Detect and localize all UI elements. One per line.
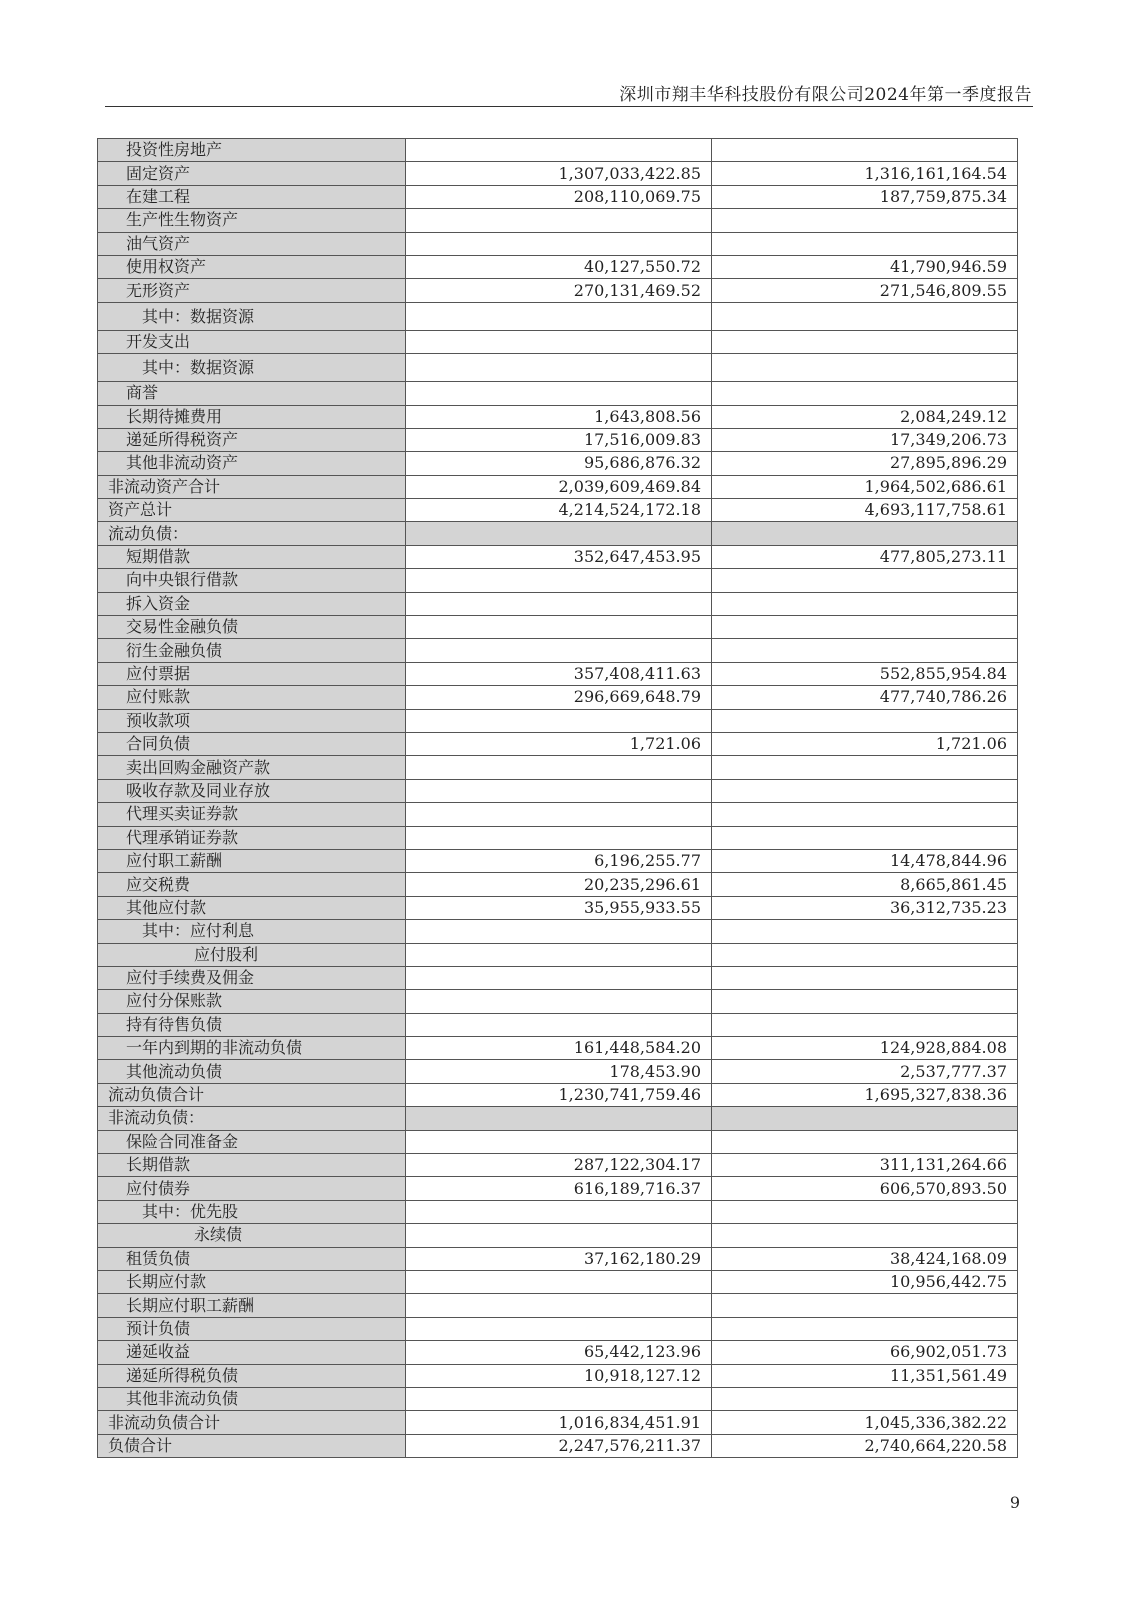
prior-period-value [712, 1200, 1018, 1223]
current-period-value [406, 1387, 712, 1410]
prior-period-value [712, 209, 1018, 232]
table-row [98, 330, 1018, 353]
current-period-value: 95,686,876.32 [406, 452, 712, 475]
current-period-value: 17,516,009.83 [406, 428, 712, 451]
prior-period-value [712, 354, 1018, 382]
prior-period-value [712, 826, 1018, 849]
row-label: 应交税费 [98, 873, 406, 896]
row-label: 递延收益 [98, 1341, 406, 1364]
table-row [98, 1107, 1018, 1130]
table-row [98, 709, 1018, 732]
current-period-value [406, 522, 712, 545]
table-row [98, 255, 1018, 278]
current-period-value [406, 943, 712, 966]
row-label: 其中：数据资源 [98, 354, 406, 382]
current-period-value [406, 1294, 712, 1317]
table-row [98, 943, 1018, 966]
row-label: 应付股利 [98, 943, 406, 966]
table-row [98, 1364, 1018, 1387]
table-row [98, 896, 1018, 919]
prior-period-value [712, 779, 1018, 802]
table-row [98, 639, 1018, 662]
table-row [98, 1341, 1018, 1364]
current-period-value [406, 803, 712, 826]
prior-period-value [712, 522, 1018, 545]
current-period-value: 1,016,834,451.91 [406, 1411, 712, 1434]
row-label: 负债合计 [98, 1434, 406, 1457]
prior-period-value: 2,537,777.37 [712, 1060, 1018, 1083]
row-label: 非流动资产合计 [98, 475, 406, 498]
current-period-value [406, 1200, 712, 1223]
table-row [98, 616, 1018, 639]
row-label: 在建工程 [98, 185, 406, 208]
table-row [98, 279, 1018, 302]
row-label: 合同负债 [98, 732, 406, 755]
current-period-value [406, 139, 712, 162]
row-label: 开发支出 [98, 330, 406, 353]
prior-period-value [712, 1387, 1018, 1410]
prior-period-value [712, 616, 1018, 639]
row-label: 交易性金融负债 [98, 616, 406, 639]
table-row [98, 732, 1018, 755]
row-label: 短期借款 [98, 545, 406, 568]
current-period-value: 2,247,576,211.37 [406, 1434, 712, 1457]
table-row [98, 803, 1018, 826]
row-label: 长期应付款 [98, 1270, 406, 1293]
row-label: 商誉 [98, 382, 406, 405]
current-period-value [406, 616, 712, 639]
current-period-value: 287,122,304.17 [406, 1154, 712, 1177]
prior-period-value: 1,721.06 [712, 732, 1018, 755]
prior-period-value: 1,316,161,164.54 [712, 162, 1018, 185]
table-row [98, 966, 1018, 989]
table-row [98, 1247, 1018, 1270]
row-label: 流动负债： [98, 522, 406, 545]
current-period-value: 10,918,127.12 [406, 1364, 712, 1387]
table-row [98, 1224, 1018, 1247]
current-period-value [406, 569, 712, 592]
row-label: 应付账款 [98, 686, 406, 709]
table-row [98, 920, 1018, 943]
table-row [98, 592, 1018, 615]
table-row [98, 1130, 1018, 1153]
current-period-value [406, 826, 712, 849]
table-row [98, 826, 1018, 849]
current-period-value: 1,307,033,422.85 [406, 162, 712, 185]
table-row [98, 1200, 1018, 1223]
prior-period-value: 271,546,809.55 [712, 279, 1018, 302]
table-row [98, 1154, 1018, 1177]
row-label: 长期借款 [98, 1154, 406, 1177]
row-label: 拆入资金 [98, 592, 406, 615]
current-period-value: 6,196,255.77 [406, 849, 712, 872]
current-period-value [406, 330, 712, 353]
row-label: 固定资产 [98, 162, 406, 185]
prior-period-value: 311,131,264.66 [712, 1154, 1018, 1177]
current-period-value [406, 354, 712, 382]
row-label: 递延所得税资产 [98, 428, 406, 451]
table-row [98, 475, 1018, 498]
current-period-value [406, 592, 712, 615]
prior-period-value: 1,045,336,382.22 [712, 1411, 1018, 1434]
row-label: 无形资产 [98, 279, 406, 302]
prior-period-value: 8,665,861.45 [712, 873, 1018, 896]
current-period-value [406, 756, 712, 779]
prior-period-value: 17,349,206.73 [712, 428, 1018, 451]
row-label: 长期应付职工薪酬 [98, 1294, 406, 1317]
prior-period-value [712, 803, 1018, 826]
prior-period-value: 124,928,884.08 [712, 1037, 1018, 1060]
current-period-value: 357,408,411.63 [406, 662, 712, 685]
current-period-value [406, 232, 712, 255]
prior-period-value [712, 1224, 1018, 1247]
row-label: 应付债券 [98, 1177, 406, 1200]
table-row [98, 779, 1018, 802]
current-period-value: 208,110,069.75 [406, 185, 712, 208]
prior-period-value: 38,424,168.09 [712, 1247, 1018, 1270]
table-row [98, 873, 1018, 896]
row-label: 卖出回购金融资产款 [98, 756, 406, 779]
prior-period-value: 10,956,442.75 [712, 1270, 1018, 1293]
table-row [98, 1387, 1018, 1410]
row-label: 永续债 [98, 1224, 406, 1247]
row-label: 流动负债合计 [98, 1083, 406, 1106]
prior-period-value [712, 1317, 1018, 1340]
table-row [98, 428, 1018, 451]
current-period-value: 296,669,648.79 [406, 686, 712, 709]
row-label: 递延所得税负债 [98, 1364, 406, 1387]
row-label: 预计负债 [98, 1317, 406, 1340]
row-label: 吸收存款及同业存放 [98, 779, 406, 802]
table-row [98, 499, 1018, 522]
table-row [98, 452, 1018, 475]
row-label: 持有待售负债 [98, 1013, 406, 1036]
table-row [98, 662, 1018, 685]
current-period-value [406, 209, 712, 232]
current-period-value [406, 920, 712, 943]
current-period-value [406, 1317, 712, 1340]
prior-period-value [712, 1013, 1018, 1036]
row-label: 其中：优先股 [98, 1200, 406, 1223]
prior-period-value: 2,084,249.12 [712, 405, 1018, 428]
current-period-value [406, 990, 712, 1013]
table-row [98, 1037, 1018, 1060]
table-row [98, 1013, 1018, 1036]
current-period-value [406, 302, 712, 330]
current-period-value: 20,235,296.61 [406, 873, 712, 896]
prior-period-value [712, 1294, 1018, 1317]
prior-period-value [712, 709, 1018, 732]
row-label: 其他应付款 [98, 896, 406, 919]
row-label: 租赁负债 [98, 1247, 406, 1270]
prior-period-value [712, 639, 1018, 662]
row-label: 应付职工薪酬 [98, 849, 406, 872]
table-row [98, 302, 1018, 330]
row-label: 资产总计 [98, 499, 406, 522]
prior-period-value: 41,790,946.59 [712, 255, 1018, 278]
prior-period-value: 4,693,117,758.61 [712, 499, 1018, 522]
table-row [98, 139, 1018, 162]
current-period-value [406, 1270, 712, 1293]
table-row [98, 162, 1018, 185]
prior-period-value [712, 966, 1018, 989]
table-row [98, 569, 1018, 592]
current-period-value: 352,647,453.95 [406, 545, 712, 568]
table-row [98, 232, 1018, 255]
prior-period-value [712, 920, 1018, 943]
prior-period-value [712, 1130, 1018, 1153]
row-label: 应付分保账款 [98, 990, 406, 1013]
row-label: 其中：数据资源 [98, 302, 406, 330]
prior-period-value [712, 943, 1018, 966]
row-label: 一年内到期的非流动负债 [98, 1037, 406, 1060]
page-number: 9 [1009, 1493, 1020, 1512]
table-row [98, 185, 1018, 208]
current-period-value: 161,448,584.20 [406, 1037, 712, 1060]
prior-period-value: 1,695,327,838.36 [712, 1083, 1018, 1106]
row-label: 预收款项 [98, 709, 406, 732]
prior-period-value: 36,312,735.23 [712, 896, 1018, 919]
prior-period-value: 66,902,051.73 [712, 1341, 1018, 1364]
row-label: 代理买卖证券款 [98, 803, 406, 826]
current-period-value: 1,721.06 [406, 732, 712, 755]
row-label: 生产性生物资产 [98, 209, 406, 232]
prior-period-value [712, 592, 1018, 615]
table-row [98, 545, 1018, 568]
current-period-value: 616,189,716.37 [406, 1177, 712, 1200]
row-label: 保险合同准备金 [98, 1130, 406, 1153]
row-label: 其他流动负债 [98, 1060, 406, 1083]
current-period-value [406, 1013, 712, 1036]
row-label: 油气资产 [98, 232, 406, 255]
prior-period-value [712, 330, 1018, 353]
current-period-value [406, 709, 712, 732]
current-period-value: 1,230,741,759.46 [406, 1083, 712, 1106]
table-row [98, 1177, 1018, 1200]
row-label: 长期待摊费用 [98, 405, 406, 428]
prior-period-value [712, 1107, 1018, 1130]
report-header-title: 深圳市翔丰华科技股份有限公司2024年第一季度报告 [619, 85, 1032, 105]
current-period-value [406, 1224, 712, 1247]
row-label: 代理承销证券款 [98, 826, 406, 849]
current-period-value [406, 966, 712, 989]
current-period-value: 4,214,524,172.18 [406, 499, 712, 522]
row-label: 其他非流动负债 [98, 1387, 406, 1410]
table-row [98, 849, 1018, 872]
row-label: 其他非流动资产 [98, 452, 406, 475]
table-row [98, 522, 1018, 545]
table-row [98, 1434, 1018, 1457]
prior-period-value: 477,805,273.11 [712, 545, 1018, 568]
current-period-value [406, 639, 712, 662]
current-period-value: 270,131,469.52 [406, 279, 712, 302]
current-period-value [406, 1107, 712, 1130]
current-period-value: 35,955,933.55 [406, 896, 712, 919]
prior-period-value [712, 569, 1018, 592]
prior-period-value [712, 756, 1018, 779]
prior-period-value: 552,855,954.84 [712, 662, 1018, 685]
current-period-value: 65,442,123.96 [406, 1341, 712, 1364]
row-label: 向中央银行借款 [98, 569, 406, 592]
prior-period-value [712, 990, 1018, 1013]
prior-period-value: 477,740,786.26 [712, 686, 1018, 709]
current-period-value: 37,162,180.29 [406, 1247, 712, 1270]
table-row [98, 1083, 1018, 1106]
table-row [98, 756, 1018, 779]
prior-period-value: 14,478,844.96 [712, 849, 1018, 872]
table-row [98, 990, 1018, 1013]
prior-period-value [712, 382, 1018, 405]
current-period-value: 178,453.90 [406, 1060, 712, 1083]
current-period-value: 40,127,550.72 [406, 255, 712, 278]
row-label: 非流动负债合计 [98, 1411, 406, 1434]
prior-period-value [712, 302, 1018, 330]
table-row [98, 1270, 1018, 1293]
row-label: 投资性房地产 [98, 139, 406, 162]
current-period-value [406, 779, 712, 802]
row-label: 非流动负债： [98, 1107, 406, 1130]
table-row [98, 1317, 1018, 1340]
table-row [98, 382, 1018, 405]
prior-period-value: 27,895,896.29 [712, 452, 1018, 475]
table-row [98, 1060, 1018, 1083]
prior-period-value: 187,759,875.34 [712, 185, 1018, 208]
table-row [98, 1294, 1018, 1317]
prior-period-value: 11,351,561.49 [712, 1364, 1018, 1387]
table-row [98, 405, 1018, 428]
header-divider [105, 106, 1033, 107]
table-row [98, 354, 1018, 382]
prior-period-value [712, 139, 1018, 162]
current-period-value [406, 1130, 712, 1153]
table-row [98, 1411, 1018, 1434]
row-label: 其中：应付利息 [98, 920, 406, 943]
prior-period-value: 606,570,893.50 [712, 1177, 1018, 1200]
balance-sheet-table [97, 138, 1018, 1458]
row-label: 使用权资产 [98, 255, 406, 278]
prior-period-value: 1,964,502,686.61 [712, 475, 1018, 498]
current-period-value: 2,039,609,469.84 [406, 475, 712, 498]
row-label: 衍生金融负债 [98, 639, 406, 662]
prior-period-value: 2,740,664,220.58 [712, 1434, 1018, 1457]
row-label: 应付手续费及佣金 [98, 966, 406, 989]
table-row [98, 686, 1018, 709]
row-label: 应付票据 [98, 662, 406, 685]
current-period-value [406, 382, 712, 405]
prior-period-value [712, 232, 1018, 255]
balance-sheet-body [98, 139, 1018, 1458]
current-period-value: 1,643,808.56 [406, 405, 712, 428]
table-row [98, 209, 1018, 232]
